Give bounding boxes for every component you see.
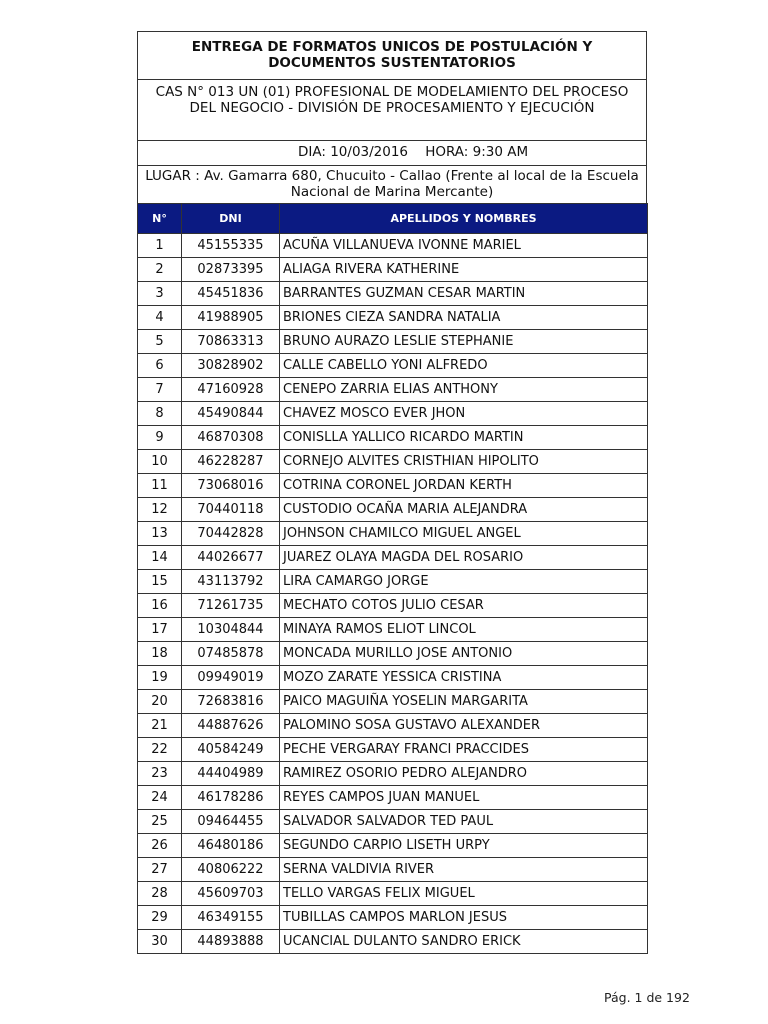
column-header-number: N° [138, 204, 182, 234]
row-name: BARRANTES GUZMAN CESAR MARTIN [280, 282, 648, 306]
table-row [138, 378, 648, 402]
document-title: ENTREGA DE FORMATOS UNICOS DE POSTULACIÓN Y DOCUMENTOS SUSTENTATORIOS [137, 31, 647, 79]
table-row [138, 906, 648, 930]
row-name: MOZO ZARATE YESSICA CRISTINA [280, 666, 648, 690]
row-name: MECHATO COTOS JULIO CESAR [280, 594, 648, 618]
row-number: 30 [138, 930, 182, 954]
row-number: 17 [138, 618, 182, 642]
table-row [138, 834, 648, 858]
date-time: DIA: 10/03/2016 HORA: 9:30 AM [137, 140, 647, 165]
row-number: 22 [138, 738, 182, 762]
row-name: COTRINA CORONEL JORDAN KERTH [280, 474, 648, 498]
row-dni: 45451836 [182, 282, 280, 306]
row-number: 11 [138, 474, 182, 498]
row-dni: 46480186 [182, 834, 280, 858]
row-number: 20 [138, 690, 182, 714]
row-number: 3 [138, 282, 182, 306]
row-number: 4 [138, 306, 182, 330]
table-row [138, 690, 648, 714]
table-row [138, 522, 648, 546]
row-number: 14 [138, 546, 182, 570]
row-dni: 46228287 [182, 450, 280, 474]
page-number: Pág. 1 de 192 [604, 990, 690, 1005]
row-dni: 44887626 [182, 714, 280, 738]
table-row [138, 786, 648, 810]
row-number: 29 [138, 906, 182, 930]
row-dni: 07485878 [182, 642, 280, 666]
row-name: CORNEJO ALVITES CRISTHIAN HIPOLITO [280, 450, 648, 474]
location: LUGAR : Av. Gamarra 680, Chucuito - Callao (Frente al local de la Escuela Nacional de Marina Mercante) [137, 165, 647, 203]
row-name: PECHE VERGARAY FRANCI PRACCIDES [280, 738, 648, 762]
row-number: 9 [138, 426, 182, 450]
table-row [138, 450, 648, 474]
row-dni: 45155335 [182, 234, 280, 258]
table-row [138, 474, 648, 498]
table-row [138, 882, 648, 906]
row-name: ACUÑA VILLANUEVA IVONNE MARIEL [280, 234, 648, 258]
row-dni: 70440118 [182, 498, 280, 522]
row-number: 23 [138, 762, 182, 786]
row-name: RAMIREZ OSORIO PEDRO ALEJANDRO [280, 762, 648, 786]
row-number: 10 [138, 450, 182, 474]
cas-description: CAS N° 013 UN (01) PROFESIONAL DE MODELAMIENTO DEL PROCESO DEL NEGOCIO - DIVISIÓN DE PROCESAMIENTO Y EJECUCIÓN [137, 79, 647, 140]
row-name: ALIAGA RIVERA KATHERINE [280, 258, 648, 282]
row-dni: 71261735 [182, 594, 280, 618]
row-name: SERNA VALDIVIA RIVER [280, 858, 648, 882]
row-name: MONCADA MURILLO JOSE ANTONIO [280, 642, 648, 666]
row-number: 13 [138, 522, 182, 546]
row-dni: 72683816 [182, 690, 280, 714]
row-dni: 73068016 [182, 474, 280, 498]
row-dni: 43113792 [182, 570, 280, 594]
row-number: 26 [138, 834, 182, 858]
row-name: JUAREZ OLAYA MAGDA DEL ROSARIO [280, 546, 648, 570]
row-dni: 40806222 [182, 858, 280, 882]
table-row [138, 546, 648, 570]
table-row [138, 498, 648, 522]
row-dni: 45609703 [182, 882, 280, 906]
row-number: 8 [138, 402, 182, 426]
row-name: LIRA CAMARGO JORGE [280, 570, 648, 594]
row-number: 2 [138, 258, 182, 282]
row-number: 7 [138, 378, 182, 402]
row-number: 25 [138, 810, 182, 834]
table-row [138, 858, 648, 882]
table-row [138, 930, 648, 954]
row-dni: 46870308 [182, 426, 280, 450]
row-dni: 70442828 [182, 522, 280, 546]
row-name: PALOMINO SOSA GUSTAVO ALEXANDER [280, 714, 648, 738]
row-dni: 02873395 [182, 258, 280, 282]
table-header-row [138, 204, 648, 234]
row-name: CENEPO ZARRIA ELIAS ANTHONY [280, 378, 648, 402]
table-row [138, 234, 648, 258]
row-number: 1 [138, 234, 182, 258]
table-row [138, 330, 648, 354]
table-row [138, 666, 648, 690]
column-header-names: APELLIDOS Y NOMBRES [280, 204, 648, 234]
applicants-table [137, 203, 648, 954]
row-number: 12 [138, 498, 182, 522]
table-row [138, 810, 648, 834]
row-number: 16 [138, 594, 182, 618]
row-name: JOHNSON CHAMILCO MIGUEL ANGEL [280, 522, 648, 546]
row-dni: 44026677 [182, 546, 280, 570]
row-name: TUBILLAS CAMPOS MARLON JESUS [280, 906, 648, 930]
row-number: 15 [138, 570, 182, 594]
row-name: UCANCIAL DULANTO SANDRO ERICK [280, 930, 648, 954]
table-row [138, 738, 648, 762]
row-name: PAICO MAGUIÑA YOSELIN MARGARITA [280, 690, 648, 714]
table-row [138, 594, 648, 618]
table-row [138, 306, 648, 330]
table-row [138, 402, 648, 426]
table-row [138, 354, 648, 378]
row-number: 24 [138, 786, 182, 810]
row-dni: 70863313 [182, 330, 280, 354]
row-dni: 41988905 [182, 306, 280, 330]
row-dni: 30828902 [182, 354, 280, 378]
row-name: SEGUNDO CARPIO LISETH URPY [280, 834, 648, 858]
column-header-dni: DNI [182, 204, 280, 234]
row-name: MINAYA RAMOS ELIOT LINCOL [280, 618, 648, 642]
row-name: REYES CAMPOS JUAN MANUEL [280, 786, 648, 810]
row-dni: 45490844 [182, 402, 280, 426]
document [137, 31, 647, 954]
row-number: 21 [138, 714, 182, 738]
table-row [138, 282, 648, 306]
row-name: BRIONES CIEZA SANDRA NATALIA [280, 306, 648, 330]
row-number: 28 [138, 882, 182, 906]
row-name: CHAVEZ MOSCO EVER JHON [280, 402, 648, 426]
row-dni: 09464455 [182, 810, 280, 834]
row-dni: 10304844 [182, 618, 280, 642]
table-row [138, 714, 648, 738]
table-row [138, 618, 648, 642]
row-dni: 44893888 [182, 930, 280, 954]
table-row [138, 258, 648, 282]
row-number: 6 [138, 354, 182, 378]
row-name: SALVADOR SALVADOR TED PAUL [280, 810, 648, 834]
row-number: 27 [138, 858, 182, 882]
table-row [138, 642, 648, 666]
row-dni: 46178286 [182, 786, 280, 810]
table-row [138, 570, 648, 594]
row-dni: 09949019 [182, 666, 280, 690]
table-row [138, 426, 648, 450]
row-dni: 44404989 [182, 762, 280, 786]
row-name: CALLE CABELLO YONI ALFREDO [280, 354, 648, 378]
row-number: 18 [138, 642, 182, 666]
row-dni: 47160928 [182, 378, 280, 402]
table-row [138, 762, 648, 786]
row-name: BRUNO AURAZO LESLIE STEPHANIE [280, 330, 648, 354]
row-name: CUSTODIO OCAÑA MARIA ALEJANDRA [280, 498, 648, 522]
row-name: TELLO VARGAS FELIX MIGUEL [280, 882, 648, 906]
row-dni: 46349155 [182, 906, 280, 930]
row-number: 5 [138, 330, 182, 354]
row-number: 19 [138, 666, 182, 690]
row-name: CONISLLA YALLICO RICARDO MARTIN [280, 426, 648, 450]
row-dni: 40584249 [182, 738, 280, 762]
